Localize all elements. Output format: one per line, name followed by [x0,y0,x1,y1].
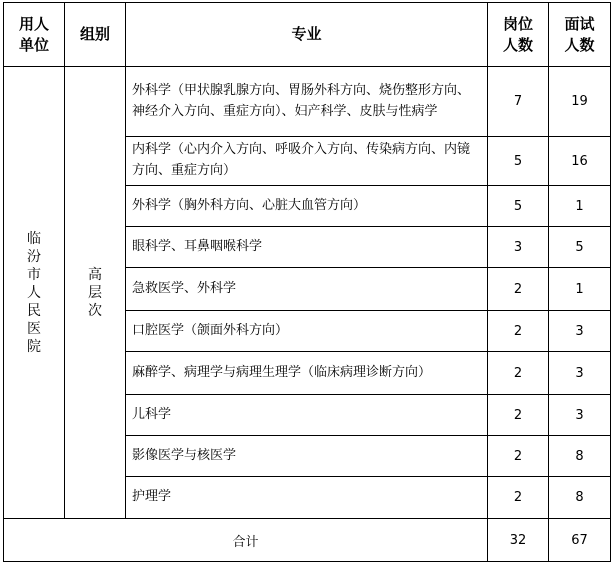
header-unit: 用人 单位 [4,3,65,67]
header-major: 专业 [126,3,488,67]
total-label: 合计 [4,519,488,562]
group-cell [65,67,126,519]
header-row [4,3,611,67]
positions-cell: 2 [488,311,549,352]
interviews-cell: 19 [549,67,611,137]
positions-cell: 2 [488,352,549,395]
positions-cell: 2 [488,268,549,311]
interviews-cell: 5 [549,227,611,268]
major-cell: 外科学（胸外科方向、心脏大血管方向） [126,186,488,227]
table-body [4,67,611,562]
table-row [4,67,611,137]
positions-cell: 3 [488,227,549,268]
group-name: 高层次 [88,266,102,319]
unit-cell [4,67,65,519]
total-interviews: 67 [549,519,611,562]
interviews-cell: 8 [549,477,611,519]
major-cell: 内科学（心内介入方向、呼吸介入方向、传染病方向、内镜方向、重症方向） [126,137,488,186]
interviews-cell: 3 [549,352,611,395]
interviews-cell: 1 [549,268,611,311]
interviews-cell: 8 [549,436,611,477]
unit-name: 临汾市人民医院 [27,230,41,355]
positions-cell: 7 [488,67,549,137]
interviews-cell: 3 [549,311,611,352]
total-positions: 32 [488,519,549,562]
major-cell: 麻醉学、病理学与病理生理学（临床病理诊断方向） [126,352,488,395]
major-cell: 急救医学、外科学 [126,268,488,311]
major-cell: 眼科学、耳鼻咽喉科学 [126,227,488,268]
positions-cell: 5 [488,186,549,227]
positions-cell: 2 [488,477,549,519]
positions-cell: 2 [488,395,549,436]
recruitment-table [3,2,611,562]
positions-cell: 2 [488,436,549,477]
interviews-cell: 16 [549,137,611,186]
header-group: 组别 [65,3,126,67]
header-interviews: 面试 人数 [549,3,611,67]
interviews-cell: 3 [549,395,611,436]
major-cell: 护理学 [126,477,488,519]
positions-cell: 5 [488,137,549,186]
major-cell: 儿科学 [126,395,488,436]
total-row [4,519,611,562]
major-cell: 口腔医学（颌面外科方向） [126,311,488,352]
header-positions: 岗位 人数 [488,3,549,67]
major-cell: 影像医学与核医学 [126,436,488,477]
major-cell: 外科学（甲状腺乳腺方向、胃肠外科方向、烧伤整形方向、神经介入方向、重症方向）、妇产科学、皮肤与性病学 [126,67,488,137]
interviews-cell: 1 [549,186,611,227]
